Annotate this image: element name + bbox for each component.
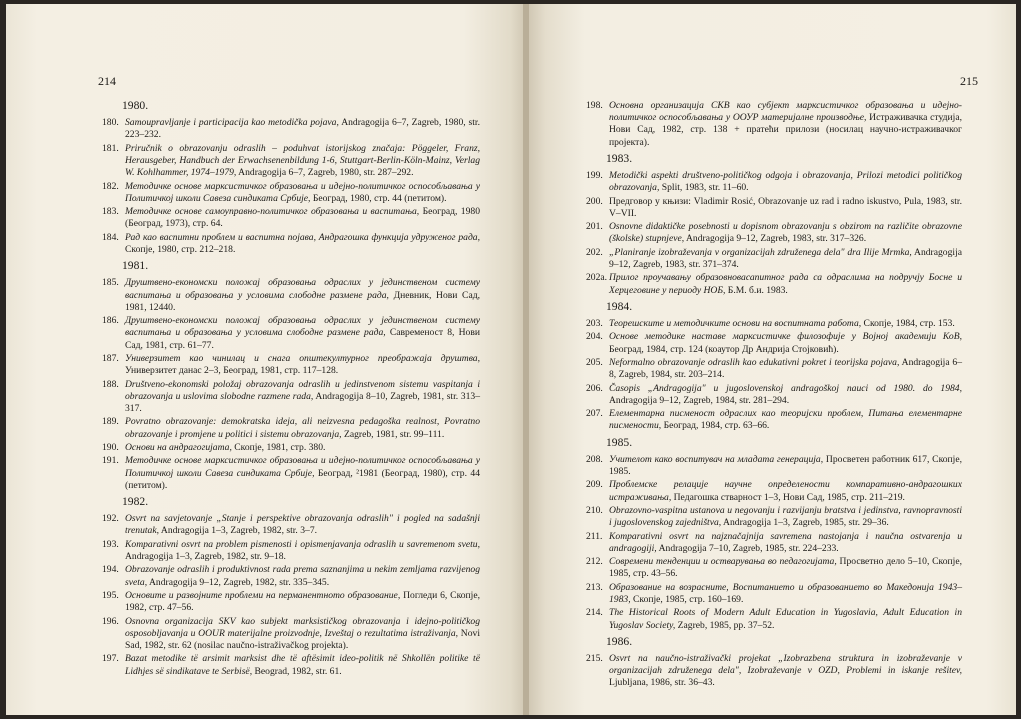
entry-text: [609, 100, 962, 149]
bibliography-entry: [586, 196, 962, 220]
entry-publication: Andragogija 7–10, Zagreb, 1985, str. 224–233.: [656, 542, 839, 554]
bibliography-entry: [586, 582, 962, 606]
entry-title: Основи на андрагогијата,: [125, 441, 232, 453]
entry-publication: Погледи 6, Скопје, 1982, стр. 47–56.: [125, 589, 480, 614]
bibliography-entry: [586, 454, 962, 478]
right-page: [526, 4, 1016, 715]
entry-title: Osnovna organizacija SKV kao subjekt marksističkog obrazovanja i idejno-političkog osposobljavanja u OOUR materijalne proizvodnje, Izveštaj o rezultatima istraživanja,: [125, 615, 480, 639]
bibliography-entry: [102, 564, 480, 588]
bibliography-column: [102, 100, 480, 679]
bibliography-entry: [102, 539, 480, 563]
entry-text: [609, 357, 962, 381]
entry-number: 212.: [586, 556, 603, 568]
entry-number: 202.: [586, 246, 603, 258]
entry-text: [609, 318, 962, 330]
gutter-shadow: [526, 4, 529, 715]
entry-title: Obrazovno-vaspitna ustanova u negovanju i razvijanju bratstva i jedinstva, ravnopravnosti i jugoslovenskog zajedništva,: [609, 504, 962, 529]
entry-text: [609, 531, 962, 555]
year-heading: 1985.: [606, 435, 633, 449]
entry-text: [125, 379, 480, 416]
entry-text: [125, 277, 480, 314]
entry-publication: Zagreb, 1981, str. 99–111.: [341, 428, 445, 440]
entry-text: [609, 272, 962, 296]
entry-title: Универзитет као чинилац и снага општекултурног преображаја друштва,: [125, 352, 480, 364]
page-number: 215: [960, 74, 978, 88]
entry-title: Samoupravljanje i participacija kao metodička pojava,: [125, 117, 339, 129]
entry-number: 203.: [586, 318, 603, 329]
entry-publication: Београд, 1980, стр. 44 (петитом).: [310, 192, 447, 204]
entry-text: [609, 331, 962, 355]
entry-publication: Скопје, 1984, стр. 153.: [861, 318, 955, 329]
entry-text: [609, 221, 962, 245]
entry-number: 191.: [102, 455, 119, 467]
year-heading: 1984.: [606, 299, 633, 313]
bibliography-entry: [102, 455, 480, 492]
entry-title: Osvrt na naučno-istraživački projekat „Izobrazbena struktura in izobraževanje v organizacijah združenega dela", Izobraževanje v OZD, Problemi in iskanje rešitev,: [609, 652, 962, 677]
entry-number: 211.: [586, 530, 603, 542]
entry-text: [125, 616, 480, 653]
entry-title: Основе методике наставе марксистичке филозофије у Војној академији КоВ,: [609, 331, 962, 343]
entry-title: Društveno-ekonomski položaj obrazovanja odraslih u jedinstvenom sistemu vaspitanja i obrazovanja u uslovima slobodne razmene rada,: [125, 378, 480, 402]
year-heading: 1986.: [606, 634, 633, 648]
entry-text: [609, 196, 962, 220]
entry-title: Прилог проучавању образовновасапитног рада са одраслима на подручју Босне и Херцеговине у периоду НОБ,: [609, 272, 962, 296]
entry-title: Основна организација СКВ као субјект марксистичког образовања и идејно-политичког оспособљавања у ООУР материјалне производње,: [609, 100, 962, 124]
entry-number: 187.: [102, 352, 119, 364]
entry-text: [609, 170, 962, 194]
entry-publication: Andragogija 9–12, Zagreb, 1982, str. 335–345.: [147, 576, 330, 588]
bibliography-entry: [102, 315, 480, 352]
entry-title: Рад као васпитни проблем и васпитна појава, Андрагошка функција удруженог рада,: [125, 231, 480, 243]
bibliography-entry: [586, 100, 962, 149]
entry-text: [609, 505, 962, 529]
entry-title: Теорешските и методичките основи на воспитната работа,: [609, 318, 862, 329]
entry-title: „Planiranje izobraževanja v organizacijah združenega dela" dra Ilije Mrmka,: [609, 246, 912, 258]
entry-text: [125, 539, 480, 563]
entry-number: 185.: [102, 277, 119, 289]
bibliography-entry: [102, 232, 480, 256]
entry-text: [609, 454, 962, 478]
entry-text: [125, 590, 480, 614]
entry-publication: Andragogija 1–3, Zagreb, 1982, str. 3–7.: [159, 525, 318, 537]
entry-publication: Универзитет данас 2–3, Београд, 1981, стр. 117–128.: [125, 365, 339, 377]
entry-text: [609, 479, 962, 503]
entry-publication: Andragogija 6–8, Zagreb, 1984, str. 203–214.: [609, 356, 962, 381]
entry-publication: Београд, 1984, стр. 124 (коаутор Др Андрија Стојковић).: [609, 343, 839, 355]
entry-text: [125, 353, 480, 377]
entry-title: Obrazovanje odraslih i produktivnost rada prema saznanjima u nekim zemljama razvijenog sveta,: [125, 564, 480, 588]
entry-number: 206.: [586, 382, 603, 394]
entry-number: 200.: [586, 195, 603, 207]
bibliography-entry: [586, 170, 962, 194]
entry-number: 201.: [586, 221, 603, 233]
entry-publication: Савременост 8, Нови Сад, 1981, стр. 61–77.: [125, 327, 480, 351]
entry-publication: Скопје, 1985, стр. 160–169.: [630, 593, 744, 605]
entry-title: Друштвено-економски положај образовања одраслих у јединственом систему васпитања и образовања у условима слободне размене рада,: [125, 277, 480, 301]
entry-publication: Split, 1983, str. 11–60.: [659, 182, 749, 194]
entry-number: 208.: [586, 453, 603, 465]
entry-text: [609, 582, 962, 606]
entry-title: Komparativni osvrt na najznačajnija savremena nastojanja i naučna ostvarenja u andragogiji,: [609, 530, 962, 554]
entry-number: 188.: [102, 378, 119, 390]
entry-text: [609, 607, 962, 631]
bibliography-entry: [102, 117, 480, 141]
entry-text: [125, 442, 480, 454]
entry-number: 210.: [586, 504, 603, 516]
entry-publication: Novi Sad, 1982, str. 62 (nosilac naučno-istraživačkog projekta).: [125, 627, 480, 651]
entry-text: [609, 408, 962, 432]
entry-number: 193.: [102, 538, 119, 550]
entry-number: 190.: [102, 441, 119, 453]
book-spread: [6, 4, 1016, 715]
entry-publication: Просветен работник 617, Скопје, 1985.: [609, 453, 963, 477]
entry-publication: Предговор у књизи: Vladimir Rosić, Obrazovanje uz rad i radno iskustvo, Pula, 1983, str. V–VII.: [609, 195, 962, 219]
entry-publication: Zagreb, 1985, pp. 37–52.: [675, 619, 775, 631]
entry-publication: Просветно дело 5–10, Скопје, 1985, стр. 43–56.: [609, 556, 962, 580]
entry-title: Современи тенденции и остварувања во педагогијата,: [609, 556, 837, 568]
entry-number: 202a.: [586, 272, 608, 284]
bibliography-entry: [586, 531, 962, 555]
entry-number: 197.: [102, 653, 119, 665]
entry-publication: Beograd, 1982, str. 61.: [252, 665, 342, 677]
year-heading: 1980.: [122, 99, 149, 112]
entry-publication: Скопје, 1980, стр. 212–218.: [125, 243, 236, 255]
entry-text: [609, 556, 962, 580]
entry-title: Osnovne didaktičke posebnosti u dopisnom obrazovanju s obzirom na različite obrazovne (školske) stupnjeve,: [609, 221, 962, 245]
entry-title: Образование на возрасните, Воспитанието и образованието во Македонија 1943–1983,: [609, 581, 962, 605]
entry-number: 181.: [102, 142, 119, 154]
bibliography-entry: [586, 247, 962, 271]
entry-title: Методичке основе самоуправно-политичког образовања и васпитања,: [125, 206, 420, 218]
entry-number: 180.: [102, 117, 119, 129]
entry-publication: Ljubljana, 1986, str. 36–43.: [609, 677, 715, 689]
entry-number: 183.: [102, 206, 119, 218]
entry-number: 209.: [586, 479, 603, 491]
entry-publication: Б.М. б.и. 1983.: [725, 284, 788, 296]
entry-text: [125, 232, 480, 256]
bibliography-entry: [102, 143, 480, 180]
entry-number: 194.: [102, 564, 119, 576]
bibliography-entry: [586, 383, 962, 407]
bibliography-entry: [102, 653, 480, 677]
entry-title: Учителот како воспитувач на младата генерација,: [609, 453, 824, 465]
entry-number: 205.: [586, 356, 603, 368]
entry-text: [125, 117, 480, 141]
entry-title: The Historical Roots of Modern Adult Education in Yugoslavia, Adult Education in Yugoslav Society,: [609, 607, 962, 631]
bibliography-entry: [102, 616, 480, 653]
left-page: [6, 4, 526, 715]
bibliography-entry: [586, 653, 962, 690]
entry-title: Друштвено-економски положај образовања одраслих у јединственом систему васпитања и образовања у условима слободне размене рада,: [125, 315, 480, 339]
bibliography-entry: [586, 607, 962, 631]
bibliography-entry: [586, 272, 962, 296]
bibliography-entry: [102, 590, 480, 614]
entry-title: Časopis „Andragogija" u jugoslovenskoj andragoškoj nauci od 1980. do 1984,: [609, 382, 962, 394]
entry-publication: Педагошка стварност 1–3, Нови Сад, 1985, стр. 211–219.: [671, 491, 905, 503]
entry-number: 192.: [102, 513, 119, 525]
entry-title: Komparativni osvrt na problem pismenosti i opismenjavanja odraslih u savremenom svetu,: [125, 538, 480, 550]
entry-text: [609, 247, 962, 271]
entry-number: 213.: [586, 581, 603, 593]
entry-text: [609, 383, 962, 407]
entry-title: Методичке основе марксистичког образовања и идејно-политичког оспособљавања у Политичкој школи Савеза синдиката Србије,: [125, 180, 480, 204]
bibliography-entry: [102, 206, 480, 230]
entry-publication: Andragogija 8–10, Zagreb, 1981, str. 313–317.: [125, 390, 480, 414]
year-heading: 1981.: [122, 259, 149, 273]
entry-title: Metodički aspekti društveno-političkog odgoja i obrazovanja, Prilozi metodici političkog obrazovanja,: [609, 170, 962, 194]
bibliography-entry: [102, 181, 480, 205]
entry-text: [125, 653, 480, 677]
entry-number: 198.: [586, 100, 603, 111]
entry-number: 195.: [102, 589, 119, 601]
entry-publication: Andragogija 9–12, Zagreb, 1983, str. 371–374.: [609, 246, 962, 270]
entry-number: 196.: [102, 615, 119, 627]
year-heading: 1982.: [122, 494, 149, 508]
entry-text: [125, 513, 480, 537]
bibliography-entry: [586, 357, 962, 381]
entry-publication: Andragogija 6–7, Zagreb, 1980, str. 287–292.: [236, 167, 414, 179]
entry-publication: Истраживачка студија, Нови Сад, 1982, стр. 138 + пратећи прилози (носилац научно-истраживачког пројекта).: [609, 112, 962, 148]
bibliography-entry: [102, 416, 480, 440]
bibliography-entry: [102, 379, 480, 416]
entry-text: [125, 564, 480, 588]
entry-number: 184.: [102, 231, 119, 243]
entry-title: Neformalno obrazovanje odraslih kao edukativni pokret i teorijska pojava,: [609, 356, 900, 368]
bibliography-entry: [586, 318, 962, 330]
bibliography-entry: [102, 353, 480, 377]
bibliography-entry: [586, 331, 962, 355]
bibliography-entry: [102, 442, 480, 454]
entry-number: 182.: [102, 180, 119, 192]
bibliography-entry: [586, 221, 962, 245]
entry-text: [125, 206, 480, 230]
page-number: 214: [98, 74, 116, 88]
entry-publication: Andragogija 6–7, Zagreb, 1980, str. 223–232.: [125, 117, 480, 141]
entry-title: Bazat metodike të arsimit marksist dhe të aftësimit ideo-politik në Shkollën politike të Lidhjes së sindikatave te Serbisë,: [125, 653, 480, 677]
entry-publication: Београд, 1980 (Београд, 1973), стр. 64.: [125, 206, 480, 230]
entry-title: Priručnik o obrazovanju odraslih – poduhvat istorijskog značaja: Pöggeler, Franz, Herausgeber, Handbuch der Erwachsenenbildung 1-6, Stuttgart-Berlin-Köln-Mainz, Verlag W. Kohlhammer, 1974–1979,: [125, 142, 480, 179]
entry-text: [125, 455, 480, 492]
bibliography-entry: [586, 505, 962, 529]
bibliography-entry: [102, 277, 480, 314]
bibliography-entry: [586, 479, 962, 503]
entry-publication: Andragogija 1–3, Zagreb, 1985, str. 29–36.: [721, 517, 889, 529]
entry-text: [125, 181, 480, 205]
bibliography-entry: [102, 513, 480, 537]
entry-publication: Andragogija 9–12, Zagreb, 1984, str. 281–294.: [609, 394, 790, 406]
entry-number: 189.: [102, 416, 119, 428]
entry-publication: Београд, 1984, стр. 63–66.: [661, 420, 770, 432]
entry-text: [125, 143, 480, 180]
entry-text: [125, 416, 480, 440]
entry-number: 186.: [102, 315, 119, 327]
bibliography-entry: [586, 408, 962, 432]
entry-title: Методичке основе марксистичког образовања и идејно-политичког оспособљавања у Политичкој школи Савеза синдиката Србије,: [125, 455, 480, 479]
entry-publication: Andragogija 1–3, Zagreb, 1982, str. 9–18.: [125, 550, 286, 562]
entry-number: 199.: [586, 170, 603, 182]
entry-title: Елементарна писменост одраслих као теоријски проблем, Питања елементарне писмености,: [609, 408, 962, 432]
entry-number: 204.: [586, 331, 603, 343]
bibliography-column: [586, 100, 962, 691]
entry-number: 215.: [586, 652, 603, 664]
entry-title: Проблемске релације научне определености компаративно-андрагошких истраживања,: [609, 479, 962, 503]
entry-text: [609, 653, 962, 690]
entry-title: Osvrt na savjetovanje „Stanje i perspektive obrazovanja odraslih" i pogled na sadašnji trenutak,: [125, 513, 480, 537]
bibliography-entry: [586, 556, 962, 580]
entry-number: 214.: [586, 607, 603, 619]
entry-publication: Скопје, 1981, стр. 380.: [231, 441, 326, 453]
entry-text: [125, 315, 480, 352]
entry-title: Povratno obrazovanje: demokratska ideja, ali neizvesna pedagoška realnost, Povratno obrazovanje i promjene u politici i sistemu obrazovanja,: [125, 416, 480, 440]
entry-title: Основите и развојните проблеми на перманентното образование,: [125, 589, 401, 601]
entry-publication: Andragogija 9–12, Zagreb, 1983, str. 317–326.: [684, 233, 867, 245]
entry-publication: Дневник, Нови Сад, 1981, 12440.: [125, 289, 480, 313]
year-heading: 1983.: [606, 151, 633, 165]
entry-number: 207.: [586, 408, 603, 420]
entry-publication: Београд, ²1981 (Београд, 1980), стр. 44 (петитом).: [125, 467, 480, 491]
